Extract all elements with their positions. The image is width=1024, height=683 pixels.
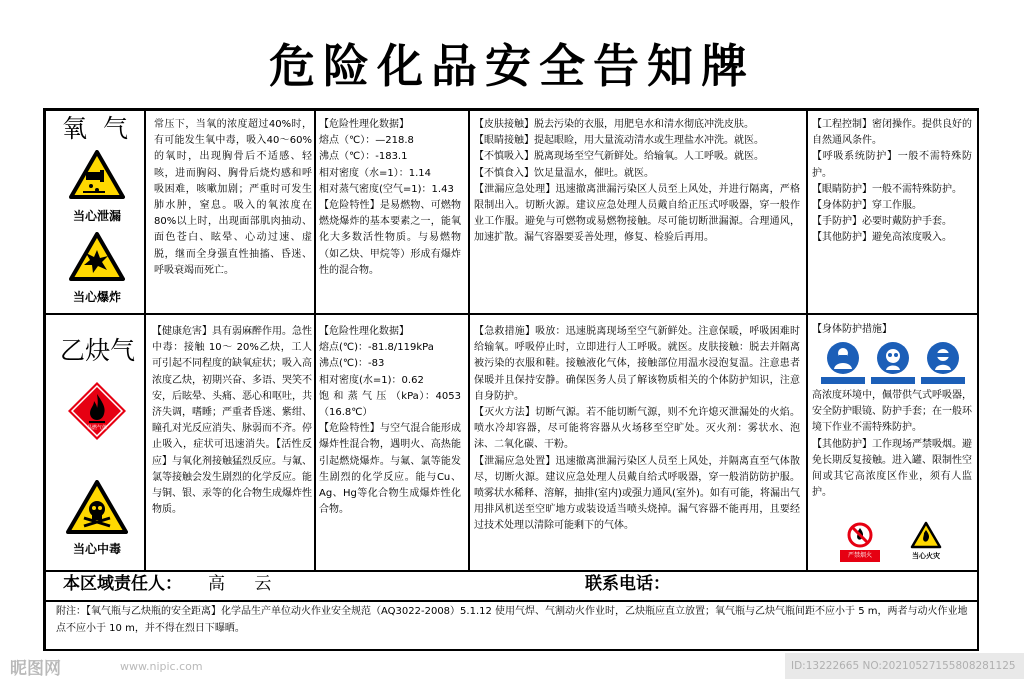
flammable-gas-icon	[67, 381, 127, 441]
acetylene-health-text: 【健康危害】具有弱麻醉作用。急性中毒：接触 10～ 20%乙炔，工人可引起不同程度的缺氧症状；吸入高浓度乙炔，初期兴奋、多语、哭笑不安，后眩晕、头痛、恶心和呕吐，共济失调，嗜睡；严重者昏迷、紫绀、瞳孔对光反应消失、脉弱而不齐。停止吸入，症状可迅速消失。【活性反应】与氧化剂接触猛烈反应。与氟、氯等接触会发生剧烈的化学反应。能与铜、银、汞等的化合物生成爆炸性物质。	[152, 326, 312, 516]
oxygen-firstaid-text: 【皮肤接触】脱去污染的衣服，用肥皂水和清水彻底冲洗皮肤。 【眼睛接触】提起眼睑，用大量流动清水或生理盐水冲洗。就医。 【不慎吸入】脱离现场至空气新鲜处。给输氧。人工呼吸。就医。 【不慎食入】饮足量温水，催吐。就医。 【泄漏应急处理】迅速撤离泄漏污染区人员至上风处，并进行隔离，严格限制出入。切断火源。建议应急处理人员戴自给正压式呼吸器，穿一般作业工作服。避免与可燃物或易燃物接触。尽可能切断泄漏源。合理通风，加速扩散。漏气容器要妥善处理，修复、检验后再用。	[474, 119, 800, 244]
goggles-label-bar	[921, 377, 965, 384]
fire-warning-caption: 当心火灾	[912, 552, 940, 560]
acetylene-name: 乙炔气	[60, 336, 136, 365]
caption-leak: 当心泄漏	[72, 209, 121, 223]
responsible-row	[45, 571, 979, 601]
respirator-label-bar	[821, 377, 865, 384]
watermark-logo: 昵图网	[10, 659, 61, 679]
acetylene-physical-text: 【危险性理化数据】 熔点(℃)：-81.8/119kPa 沸点(℃)：-83 相对密度(水=1)：0.62 饱 和 蒸 气 压 （kPa）：4053 （16.8℃） 【危险特性】与空气混合能形成爆炸性混合物，遇明火、高热能引起燃烧爆炸。与氟、氯等能发生剧烈的化学反应。能与Cu、Ag、Hg等化合物生成爆炸性化合物。	[319, 326, 461, 516]
responsible-name: 高 云	[208, 574, 284, 594]
face-shield-mandatory-icon	[876, 341, 910, 375]
acetylene-firstaid-text: 【急救措施】吸放：迅速脱离现场至空气新鲜处。注意保暖，呼吸困难时给输氧。呼吸停止时，立即进行人工呼吸。就医。皮肤接触：脱去并隔离被污染的衣服和鞋。接触液化气体，接触部位用温水浸泡复温。注意患者保暖并且保持安静。确保医务人员了解该物质相关的个体防护知识，注意自身防护。 【灭火方法】切断气源。若不能切断气源，则不允许熄灭泄漏处的火焰。喷水冷却容器，尽可能将容器从火场移至空旷处。灭火剂：雾状水、泡沫、二氧化碳、干粉。 【泄漏应急处置】迅速撤离泄漏污染区人员至上风处，并隔离直至气体散尽，切断火源。建议应急处理人员戴自给式呼吸器，穿一般消防防护服。喷雾状水稀释、溶解，抽排(室内)或强力通风(室外)。如有可能，将漏出气用排风机送至空旷地方或装设适当喷头烧掉。漏气容器不能再用，且要经过技术处理以清除可能剩下的气体。	[474, 326, 800, 532]
face-shield-label-bar	[871, 377, 915, 384]
oxygen-health-text: 常压下，当氧的浓度超过40%时，有可能发生氧中毒，吸入40～60%的氧时，出现胸骨后不适感、轻咳，进而胸闷、胸骨后烧灼感和呼吸困难，咳嗽加剧；严重时可发生肺水肿，窒息。吸入的氧浓度在80%以上时，出现面部肌肉抽动、面色苍白、眩晕、心动过速、虚脱，继而全身强直性抽搐、昏迷、呼吸衰竭而死亡。	[154, 119, 312, 276]
oxygen-name: 氧 气	[62, 114, 132, 143]
flammable-gas-label: 易燃气体	[86, 425, 108, 431]
fire-warning-icon	[910, 521, 942, 549]
no-fire-icon	[846, 522, 874, 548]
page-title: 危险化品安全告知牌	[269, 39, 755, 93]
phone-label: 联系电话：	[585, 574, 670, 594]
caption-poison: 当心中毒	[72, 542, 121, 556]
acetylene-protection-head: 【身体防护措施】	[812, 324, 892, 335]
acetylene-protection-text: 高浓度环境中，佩带供气式呼吸器，安全防护眼镜、防护手套；在一般环境下作业不需特殊防护。 【其他防护】工作现场严禁吸烟。避免长期反复接触。进入罐、限制性空间或其它高浓度区作业，须有人监护。	[812, 390, 972, 499]
explosion-warning-icon	[69, 232, 125, 282]
watermark-id: ID:13222665 NO:20210527155808281125	[785, 653, 1024, 679]
oxygen-physical-text: 【危险性理化数据】 熔点（℃）：—218.8 沸点（℃）：-183.1 相对密度（水=1）：1.14 相对蒸气密度(空气=1)：1.43 【危险特性】是易燃物、可燃物燃烧爆炸的基本要素之一，能氧化大多数活性物质。与易燃物（如乙炔、甲烷等）形成有爆炸性的混合物。	[319, 119, 461, 276]
leak-warning-icon	[69, 150, 125, 200]
caption-explosion: 当心爆炸	[72, 290, 121, 304]
goggles-mandatory-icon	[926, 341, 960, 375]
footnote: 附注：【氧气瓶与乙炔瓶的安全距离】化学品生产单位动火作业安全规范（AQ3022-2008）5.1.12 使用气焊、气割动火作业时，乙炔瓶应直立放置；氧气瓶与乙炔气瓶间距不应小于 5 m，两者与动火作业地点不应小于 10 m，并不得在烈日下曝晒。	[56, 606, 968, 634]
no-fire-caption: 严禁烟火	[840, 550, 880, 562]
watermark-url: www.nipic.com	[120, 660, 203, 673]
oxygen-protection-text: 【工程控制】密闭操作。提供良好的自然通风条件。 【呼吸系统防护】一般不需特殊防护。 【眼睛防护】一般不需特殊防护。 【身体防护】穿工作服。 【手防护】必要时戴防护手套。 【其他防护】避免高浓度吸入。	[812, 119, 972, 244]
poison-warning-icon	[66, 480, 128, 535]
responsible-label: 本区域责任人：	[63, 574, 182, 594]
respirator-mandatory-icon	[826, 341, 860, 375]
